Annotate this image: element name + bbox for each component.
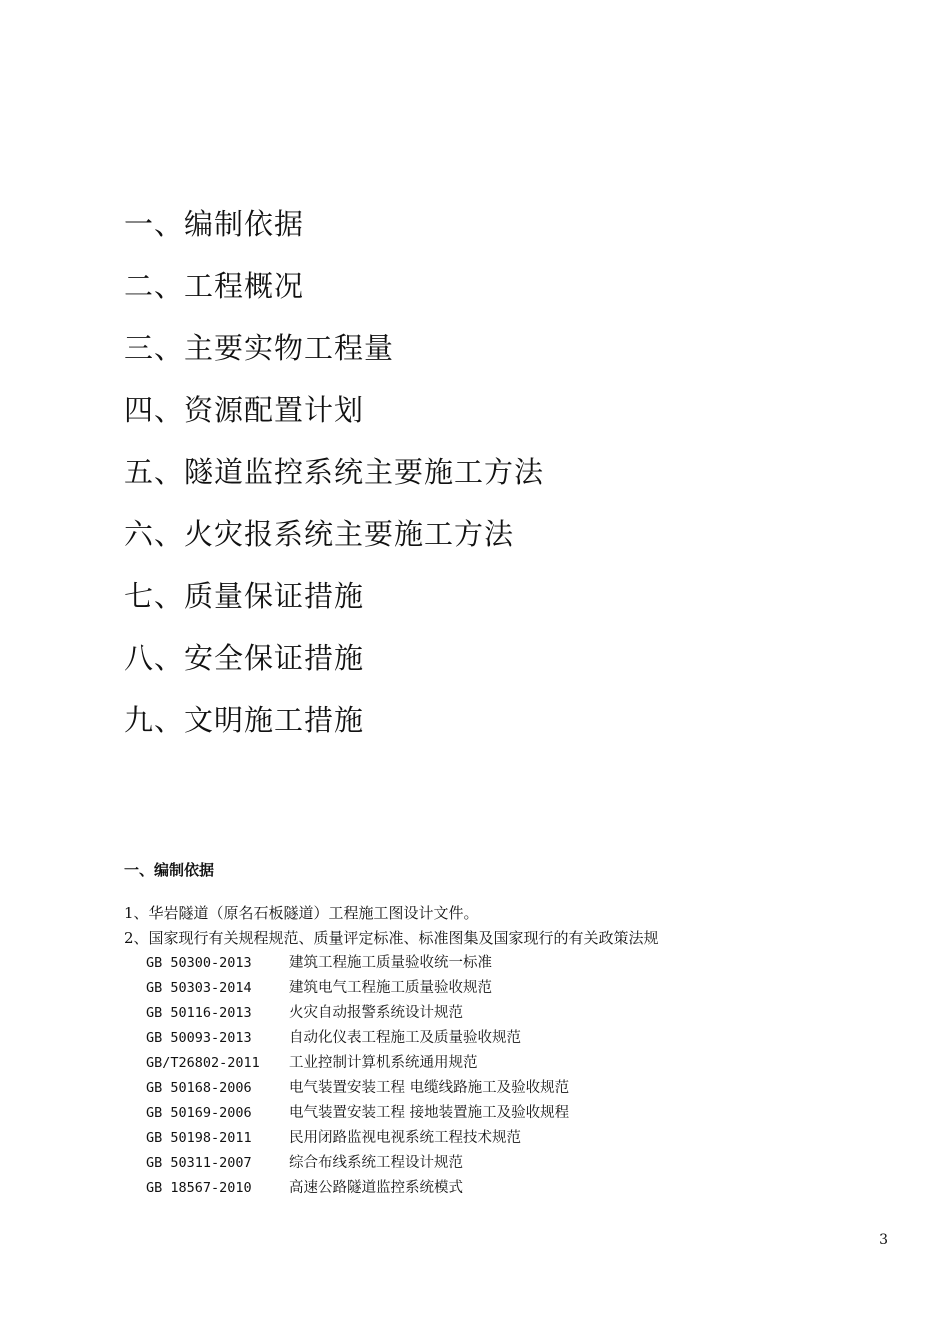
toc-item-1: 一、编制依据 <box>124 207 305 241</box>
section-compilation-basis <box>124 856 884 1201</box>
standard-code: GB 50169-2006 <box>146 1105 252 1121</box>
standard-row <box>124 1001 884 1026</box>
standard-row <box>124 1076 884 1101</box>
toc-item-7: 七、质量保证措施 <box>124 579 365 613</box>
standard-row <box>124 1151 884 1176</box>
toc-item-8: 八、安全保证措施 <box>124 641 365 675</box>
toc-item-6: 六、火灾报系统主要施工方法 <box>124 517 515 551</box>
toc-item-2: 二、工程概况 <box>124 269 305 303</box>
basis-paragraph-2: 2、国家现行有关规程规范、质量评定标准、标准图集及国家现行的有关政策法规 <box>124 929 659 947</box>
standard-code: GB/T26802-2011 <box>146 1055 260 1071</box>
page-number: 3 <box>879 1232 888 1248</box>
standard-row <box>124 1051 884 1076</box>
standard-code: GB 50168-2006 <box>146 1080 252 1096</box>
standard-row <box>124 1126 884 1151</box>
standard-code: GB 50093-2013 <box>146 1030 252 1046</box>
toc-item-4: 四、资源配置计划 <box>124 393 365 427</box>
toc-item-3: 三、主要实物工程量 <box>124 331 395 365</box>
standard-code: GB 50198-2011 <box>146 1130 252 1146</box>
standard-name: 电气装置安装工程 电缆线路施工及验收规范 <box>289 1080 570 1096</box>
standard-row <box>124 1026 884 1051</box>
section-heading: 一、编制依据 <box>124 861 215 879</box>
standard-code: GB 50303-2014 <box>146 980 252 996</box>
standard-name: 高速公路隧道监控系统模式 <box>289 1180 463 1196</box>
toc-item-9: 九、文明施工措施 <box>124 703 365 737</box>
toc-item-5: 五、隧道监控系统主要施工方法 <box>124 455 545 489</box>
standard-name: 电气装置安装工程 接地装置施工及验收规程 <box>289 1105 570 1121</box>
standard-code: GB 18567-2010 <box>146 1180 252 1196</box>
table-of-contents <box>124 198 824 756</box>
standard-name: 建筑工程施工质量验收统一标准 <box>289 955 492 971</box>
standard-row <box>124 951 884 976</box>
standards-list <box>124 951 884 1201</box>
standard-name: 火灾自动报警系统设计规范 <box>289 1005 463 1021</box>
standard-row <box>124 1176 884 1201</box>
standard-name: 建筑电气工程施工质量验收规范 <box>289 980 492 996</box>
standard-code: GB 50300-2013 <box>146 955 252 971</box>
basis-paragraph-1: 1、华岩隧道（原名石板隧道）工程施工图设计文件。 <box>124 904 479 922</box>
standard-code: GB 50116-2013 <box>146 1005 252 1021</box>
standard-name: 民用闭路监视电视系统工程技术规范 <box>289 1130 521 1146</box>
standard-code: GB 50311-2007 <box>146 1155 252 1171</box>
standard-row <box>124 976 884 1001</box>
standard-row <box>124 1101 884 1126</box>
standard-name: 自动化仪表工程施工及质量验收规范 <box>289 1030 521 1046</box>
standard-name: 工业控制计算机系统通用规范 <box>289 1055 478 1071</box>
standard-name: 综合布线系统工程设计规范 <box>289 1155 463 1171</box>
